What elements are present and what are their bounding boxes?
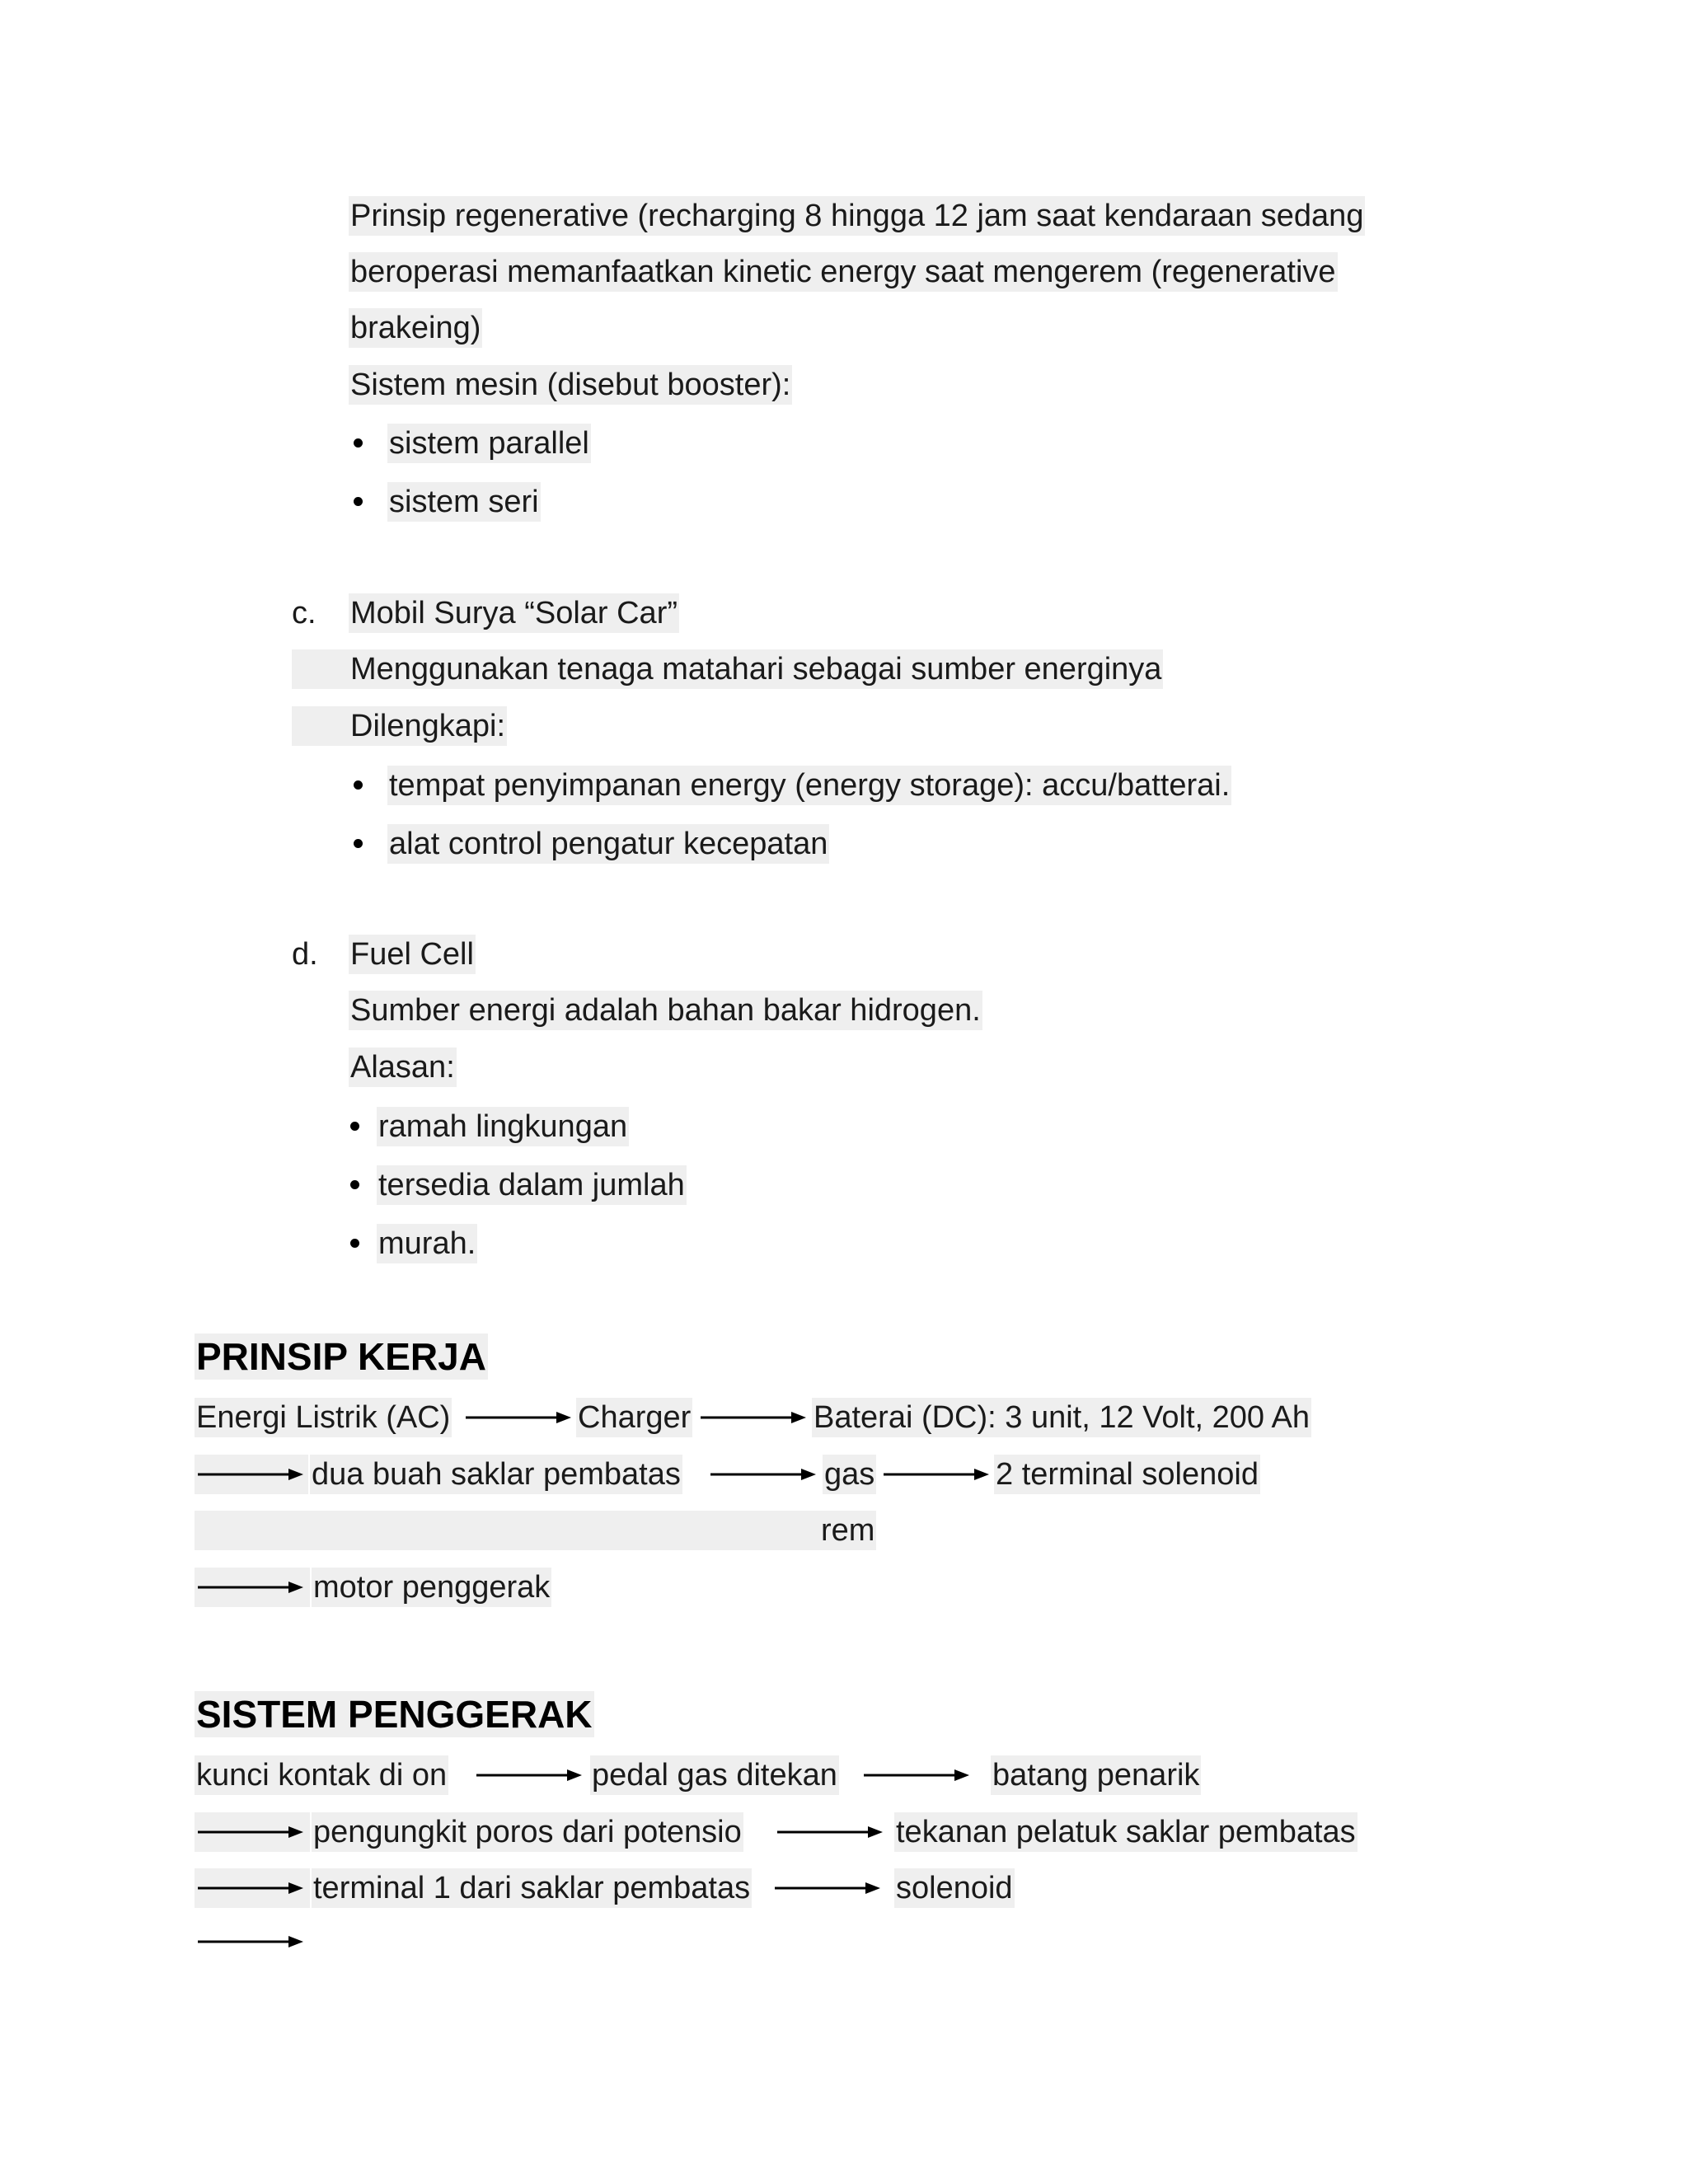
flow-item: dua buah saklar pembatas xyxy=(310,1455,682,1494)
arrow-right-icon xyxy=(198,1880,305,1896)
reason-item: murah. xyxy=(377,1224,477,1263)
bullet-icon xyxy=(350,1122,359,1131)
arrow-right-icon xyxy=(198,1466,305,1483)
flow-item: Charger xyxy=(576,1398,692,1437)
fuel-cell-title: Fuel Cell xyxy=(349,935,476,974)
engine-item: sistem seri xyxy=(387,482,541,522)
solar-item: alat control pengatur kecepatan xyxy=(387,824,829,864)
highlight-bar xyxy=(292,649,349,689)
regen-line-1: Prinsip regenerative (recharging 8 hingga 12 jam saat kendaraan sedang xyxy=(349,196,1365,236)
flow-item: batang penarik xyxy=(991,1755,1201,1795)
flow-item: kunci kontak di on xyxy=(195,1755,448,1795)
flow-item: 2 terminal solenoid xyxy=(994,1455,1260,1494)
reason-item: ramah lingkungan xyxy=(377,1107,629,1146)
sistem-penggerak-heading: SISTEM PENGGERAK xyxy=(196,1693,593,1736)
arrow-right-icon xyxy=(198,1579,305,1596)
flow-item: solenoid xyxy=(894,1868,1015,1908)
highlight-bar xyxy=(195,1511,821,1550)
arrow-right-icon xyxy=(476,1767,584,1783)
fuel-cell-reason-title: Alasan: xyxy=(349,1047,457,1087)
prinsip-kerja-heading: PRINSIP KERJA xyxy=(196,1335,486,1378)
flow-item: terminal 1 dari saklar pembatas xyxy=(312,1868,752,1908)
flow-item: Energi Listrik (AC) xyxy=(195,1398,452,1437)
bullet-icon xyxy=(354,438,363,448)
list-marker-d: d. xyxy=(292,937,318,972)
arrow-right-icon xyxy=(710,1466,818,1483)
engine-system-title: Sistem mesin (disebut booster): xyxy=(349,365,792,405)
bullet-icon xyxy=(350,1180,359,1189)
list-marker-c: c. xyxy=(292,596,316,630)
arrow-right-icon xyxy=(701,1409,808,1426)
highlight-bar xyxy=(292,706,349,746)
arrow-right-icon xyxy=(775,1880,882,1896)
flow-item: gas xyxy=(823,1455,876,1494)
reason-item: tersedia dalam jumlah xyxy=(377,1165,687,1205)
bullet-icon xyxy=(354,839,363,848)
flow-item: tekanan pelatuk saklar pembatas xyxy=(894,1812,1357,1852)
fuel-cell-desc: Sumber energi adalah bahan bakar hidrogen. xyxy=(349,991,982,1030)
regen-line-2: beroperasi memanfaatkan kinetic energy saat mengerem (regenerative xyxy=(349,252,1338,292)
flow-item: rem xyxy=(819,1511,876,1550)
engine-item: sistem parallel xyxy=(387,424,591,463)
arrow-right-icon xyxy=(864,1767,971,1783)
flow-item: motor penggerak xyxy=(312,1568,551,1607)
flow-item: pedal gas ditekan xyxy=(590,1755,839,1795)
bullet-icon xyxy=(350,1239,359,1248)
solar-car-desc: Menggunakan tenaga matahari sebagai sumber energinya xyxy=(349,649,1163,689)
arrow-right-icon xyxy=(198,1824,305,1840)
solar-car-title: Mobil Surya “Solar Car” xyxy=(349,593,679,633)
flow-item: Baterai (DC): 3 unit, 12 Volt, 200 Ah xyxy=(812,1398,1311,1437)
flow-item: pengungkit poros dari potensio xyxy=(312,1812,743,1852)
regen-line-3: brakeing) xyxy=(349,308,482,348)
arrow-right-icon xyxy=(777,1824,884,1840)
solar-item: tempat penyimpanan energy (energy storage): accu/batterai. xyxy=(387,766,1231,805)
bullet-icon xyxy=(354,780,363,790)
arrow-right-icon xyxy=(198,1933,305,1950)
arrow-right-icon xyxy=(884,1466,991,1483)
arrow-right-icon xyxy=(466,1409,573,1426)
solar-equip-title: Dilengkapi: xyxy=(349,706,507,746)
bullet-icon xyxy=(354,497,363,506)
